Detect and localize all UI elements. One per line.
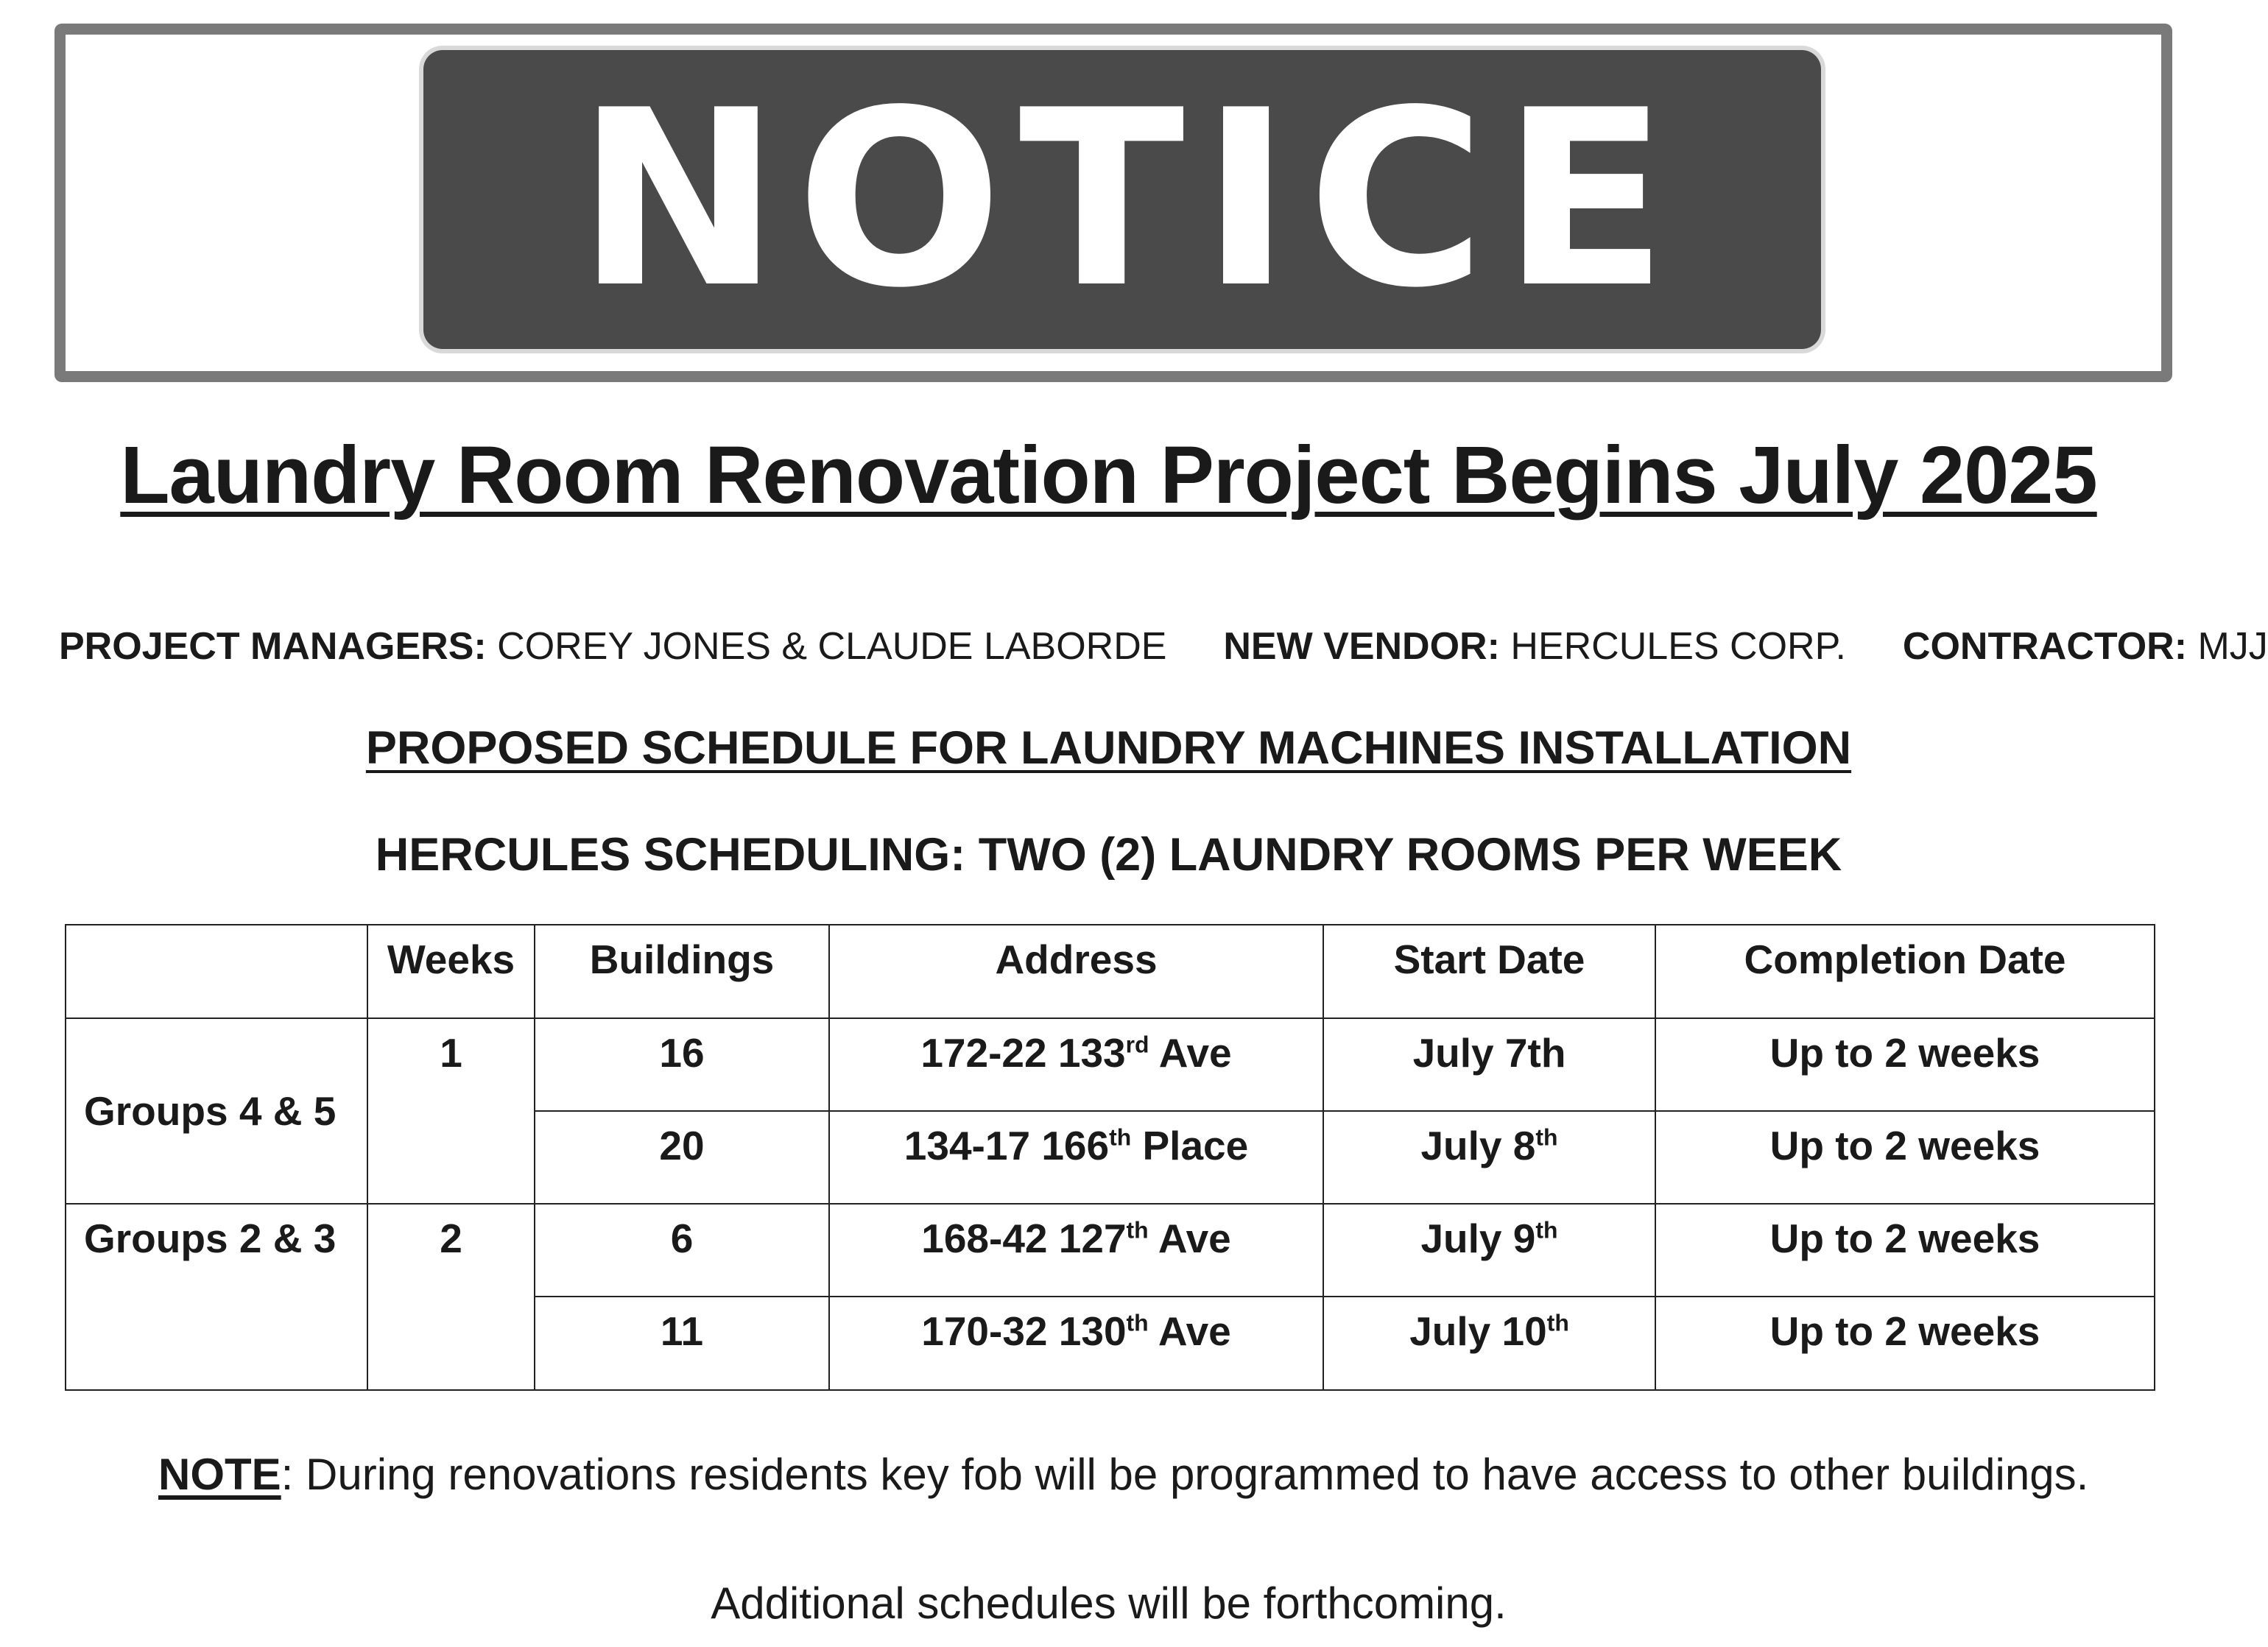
completion-cell: Up to 2 weeks — [1655, 1018, 2155, 1111]
table-row — [66, 1204, 2155, 1297]
contractor-value: MJJ — [2197, 625, 2268, 668]
building-cell: 20 — [535, 1111, 829, 1204]
page-title: Laundry Room Renovation Project Begins July 2025 — [120, 430, 2097, 521]
table-header-row — [66, 925, 2155, 1018]
start-date-cell: July 7th — [1323, 1018, 1655, 1111]
start-date-cell: July 10th — [1323, 1297, 1655, 1390]
schedule-heading: PROPOSED SCHEDULE FOR LAUNDRY MACHINES INSTALLATION — [365, 722, 1852, 774]
group-label: Groups 4 & 5 — [66, 1018, 367, 1204]
project-info-line — [59, 624, 2268, 669]
note-text: : During renovations residents key fob will be programmed to have access to other buildings. — [281, 1450, 2089, 1499]
header-completion-date: Completion Date — [1655, 925, 2155, 1018]
completion-cell: Up to 2 weeks — [1655, 1297, 2155, 1390]
completion-cell: Up to 2 weeks — [1655, 1204, 2155, 1297]
header-start-date: Start Date — [1323, 925, 1655, 1018]
header-empty-cell — [66, 925, 367, 1018]
renovation-note — [158, 1449, 2088, 1500]
notice-sign-text: NOTICE — [576, 58, 1685, 341]
project-managers-label: PROJECT MANAGERS: — [59, 625, 487, 668]
address-cell: 170-32 130th Ave — [829, 1297, 1323, 1390]
footer-text: Additional schedules will be forthcoming. — [711, 1579, 1507, 1628]
address-cell: 172-22 133rd Ave — [829, 1018, 1323, 1111]
building-cell: 6 — [535, 1204, 829, 1297]
note-label: NOTE — [158, 1450, 281, 1499]
vendor-value: HERCULES CORP. — [1510, 625, 1846, 668]
group-label: Groups 2 & 3 — [66, 1204, 367, 1390]
address-cell: 134-17 166th Place — [829, 1111, 1323, 1204]
building-cell: 16 — [535, 1018, 829, 1111]
vendor-label: NEW VENDOR: — [1223, 625, 1500, 668]
week-cell: 1 — [367, 1018, 535, 1204]
header-weeks: Weeks — [367, 925, 535, 1018]
building-cell: 11 — [535, 1297, 829, 1390]
header-address: Address — [829, 925, 1323, 1018]
header-buildings: Buildings — [535, 925, 829, 1018]
scheduling-rate: HERCULES SCHEDULING: TWO (2) LAUNDRY ROOMS PER WEEK — [375, 829, 1842, 881]
table-row — [66, 1018, 2155, 1111]
start-date-cell: July 9th — [1323, 1204, 1655, 1297]
start-date-cell: July 8th — [1323, 1111, 1655, 1204]
project-managers-value: COREY JONES & CLAUDE LABORDE — [497, 625, 1167, 668]
notice-sign — [423, 50, 1821, 349]
completion-cell: Up to 2 weeks — [1655, 1111, 2155, 1204]
week-cell: 2 — [367, 1204, 535, 1390]
installation-schedule-table — [65, 924, 2155, 1391]
address-cell: 168-42 127th Ave — [829, 1204, 1323, 1297]
contractor-label: CONTRACTOR: — [1902, 625, 2188, 668]
